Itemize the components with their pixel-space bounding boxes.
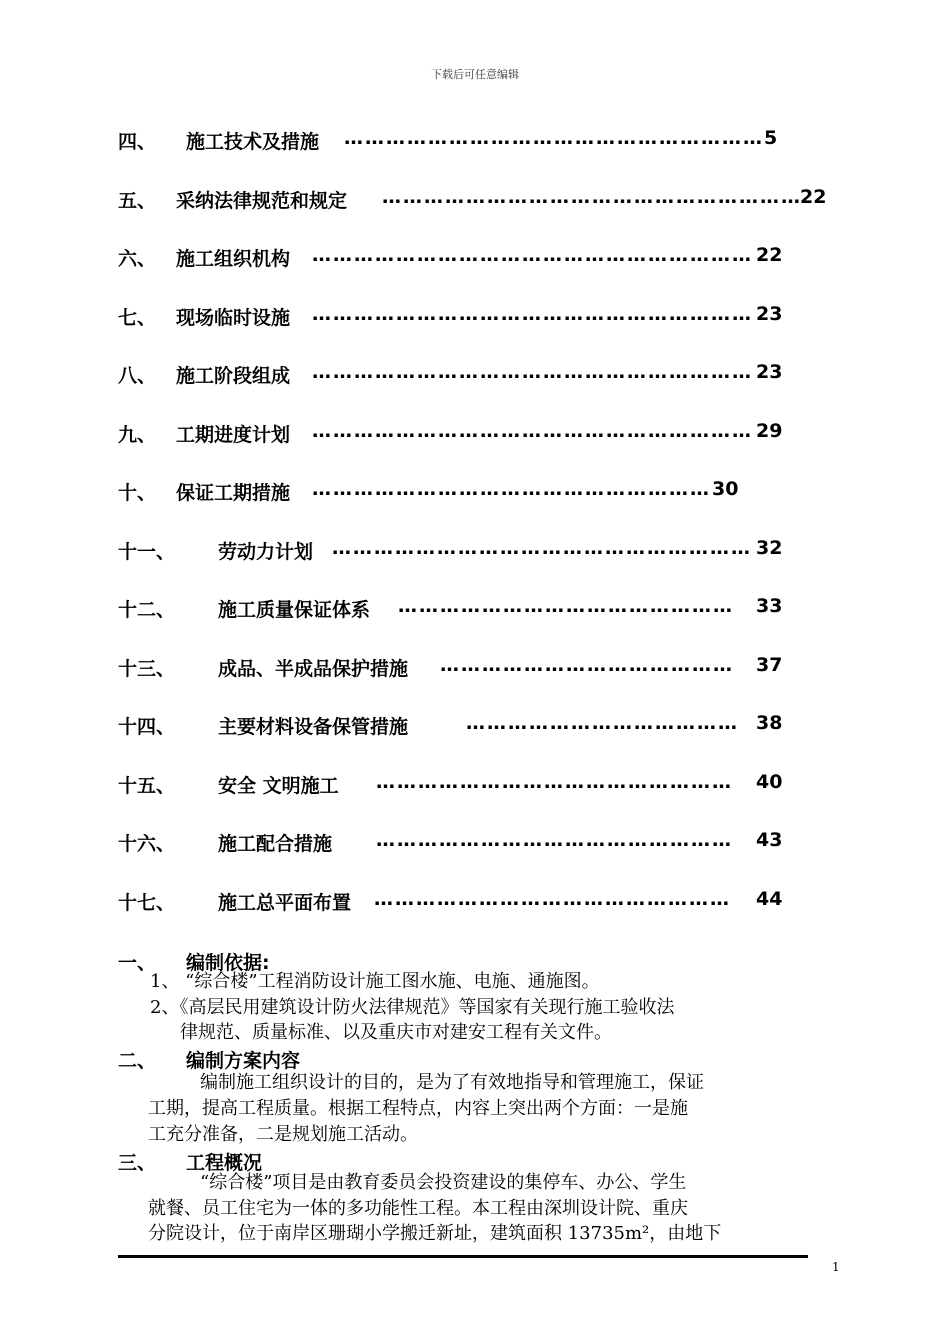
section-number: 一、 xyxy=(118,952,157,974)
toc-page: 40 xyxy=(756,771,783,793)
toc-leader: …………………………………… xyxy=(440,654,734,676)
toc-number: 十三、 xyxy=(118,658,176,680)
toc-page: 23 xyxy=(756,361,783,383)
toc-leader: …………………………………………… xyxy=(374,888,731,910)
toc-leader: …………………………………………………… xyxy=(382,186,802,208)
body-text: 分院设计，位于南岸区珊瑚小学搬迁新址，建筑面积 13735m²，由地下 xyxy=(148,1223,722,1244)
toc-leader: ……………………………………………………… xyxy=(312,303,753,325)
toc-leader: ………………………………… xyxy=(466,712,739,734)
toc-page: 43 xyxy=(756,829,783,851)
toc-entry[interactable] xyxy=(118,595,788,625)
toc-entry[interactable] xyxy=(118,771,788,801)
toc-leader: …………………………………………… xyxy=(376,771,733,793)
toc-title: 保证工期措施 xyxy=(176,482,291,504)
page-number: 1 xyxy=(832,1260,840,1274)
section-heading xyxy=(118,1148,263,1175)
toc-entry[interactable] xyxy=(118,478,748,508)
toc-number: 六、 xyxy=(118,248,157,270)
section-number: 三、 xyxy=(118,1152,157,1174)
toc-title: 劳动力计划 xyxy=(218,541,314,563)
toc-title: 施工总平面布置 xyxy=(218,892,352,914)
section-number: 二、 xyxy=(118,1050,157,1072)
toc-number: 十二、 xyxy=(118,599,176,621)
toc-title: 施工阶段组成 xyxy=(176,365,291,387)
body-text: 律规范、质量标准、以及重庆市对建安工程有关文件。 xyxy=(180,1022,612,1043)
toc-title: 采纳法律规范和规定 xyxy=(176,190,348,212)
toc-page: 22 xyxy=(800,186,827,208)
toc-page: 23 xyxy=(756,303,783,325)
toc-entry[interactable] xyxy=(118,537,788,567)
body-text: 就餐、员工住宅为一体的多功能性工程。本工程由深圳设计院、重庆 xyxy=(148,1198,688,1219)
toc-leader: ………………………………………………… xyxy=(312,478,711,500)
toc-number: 十六、 xyxy=(118,833,176,855)
toc-leader: …………………………………………… xyxy=(376,829,733,851)
page-header: 下载后可任意编辑 xyxy=(431,68,519,81)
toc-page: 29 xyxy=(756,420,783,442)
toc-number: 四、 xyxy=(118,131,157,153)
toc-number: 八、 xyxy=(118,365,157,387)
toc-entry[interactable] xyxy=(118,420,788,450)
toc-title: 主要材料设备保管措施 xyxy=(218,716,409,738)
toc-leader: ……………………………………………………… xyxy=(312,420,753,442)
toc-number: 五、 xyxy=(118,190,157,212)
toc-leader: …………………………………………………… xyxy=(332,537,752,559)
toc-entry[interactable] xyxy=(118,829,788,859)
footer-rule xyxy=(118,1255,808,1258)
toc-number: 十一、 xyxy=(118,541,176,563)
toc-entry[interactable] xyxy=(118,127,778,157)
body-text: “综合楼”项目是由教育委员会投资建设的集停车、办公、学生 xyxy=(200,1172,687,1193)
toc-title: 工期进度计划 xyxy=(176,424,291,446)
toc-entry[interactable] xyxy=(118,186,828,216)
toc-page: 38 xyxy=(756,712,783,734)
body-text: 工充分准备，二是规划施工活动。 xyxy=(148,1124,418,1145)
toc-leader: ……………………………………………………… xyxy=(312,244,753,266)
toc-entry[interactable] xyxy=(118,654,788,684)
toc-title: 施工配合措施 xyxy=(218,833,333,855)
section-title: 编制依据: xyxy=(186,952,270,974)
toc-leader: …………………………………………………… xyxy=(344,127,764,149)
toc-entry[interactable] xyxy=(118,244,788,274)
body-text: 2、《高层民用建筑设计防火法律规范》等国家有关现行施工验收法 xyxy=(150,997,675,1018)
toc-number: 十五、 xyxy=(118,775,176,797)
body-text: 1、 “综合楼”工程消防设计施工图水施、电施、通施图。 xyxy=(150,971,600,992)
toc-page: 5 xyxy=(764,127,778,149)
toc-number: 十四、 xyxy=(118,716,176,738)
body-text: 工期，提高工程质量。根据工程特点，内容上突出两个方面：一是施 xyxy=(148,1098,688,1119)
toc-number: 十七、 xyxy=(118,892,176,914)
toc-entry[interactable] xyxy=(118,303,788,333)
section-title: 工程概况 xyxy=(186,1152,263,1174)
toc-page: 30 xyxy=(712,478,739,500)
toc-number: 七、 xyxy=(118,307,157,329)
section-title: 编制方案内容 xyxy=(186,1050,301,1072)
toc-page: 22 xyxy=(756,244,783,266)
section-heading xyxy=(118,1046,301,1073)
toc-page: 32 xyxy=(756,537,783,559)
toc-title: 安全 文明施工 xyxy=(218,775,339,797)
toc-page: 44 xyxy=(756,888,783,910)
toc-title: 成品、半成品保护措施 xyxy=(218,658,409,680)
toc-title: 施工组织机构 xyxy=(176,248,291,270)
toc-leader: ………………………………………… xyxy=(398,595,734,617)
toc-title: 施工质量保证体系 xyxy=(218,599,371,621)
toc-page: 37 xyxy=(756,654,783,676)
toc-entry[interactable] xyxy=(118,712,788,742)
toc-number: 九、 xyxy=(118,424,157,446)
toc-page: 33 xyxy=(756,595,783,617)
toc-entry[interactable] xyxy=(118,361,788,391)
toc-number: 十、 xyxy=(118,482,157,504)
toc-leader: ……………………………………………………… xyxy=(312,361,753,383)
toc-entry[interactable] xyxy=(118,888,788,918)
toc-title: 现场临时设施 xyxy=(176,307,291,329)
body-text: 编制施工组织设计的目的，是为了有效地指导和管理施工，保证 xyxy=(200,1072,704,1093)
toc-title: 施工技术及措施 xyxy=(186,131,320,153)
